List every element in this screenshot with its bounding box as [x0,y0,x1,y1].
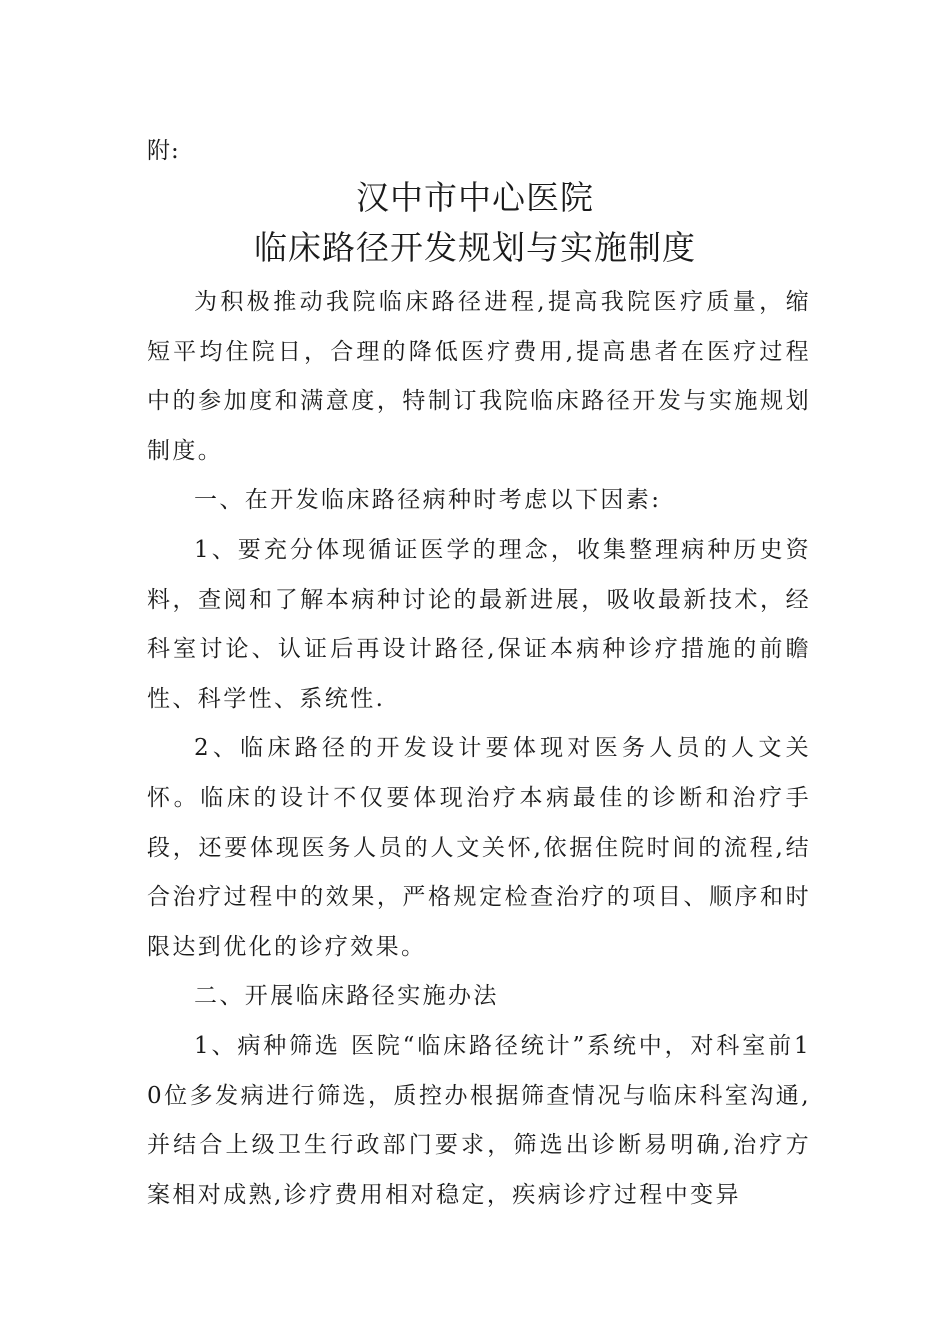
paragraph-item-1-2: 2、临床路径的开发设计要体现对医务人员的人文关怀。临床的设计不仅要体现治疗本病最佳的诊断和治疗手段，还要体现医务人员的人文关怀,依据住院时间的流程,结合治疗过程中的效果，严格规定检查治疗的项目、顺序和时限达到优化的诊疗效果。 [147,735,811,960]
document-title-policy: 临床路径开发规划与实施制度 [254,228,696,267]
document-title-hospital: 汉中市中心医院 [356,178,594,217]
document-body [147,278,811,1220]
section-heading-2: 二、开展临床路径实施办法 [194,983,499,1010]
paragraph-item-1-1: 1、要充分体现循证医学的理念，收集整理病种历史资料，查阅和了解本病种讨论的最新进展，吸收最新技术，经科室讨论、认证后再设计路径,保证本病种诊疗措施的前瞻性、科学性、系统性. [147,536,811,712]
section-heading-1: 一、在开发临床路径病种时考虑以下因素: [194,487,662,514]
paragraph-item-2-1: 1、病种筛选 医院“临床路径统计”系统中，对科室前10位多发病进行筛选，质控办根据筛查情况与临床科室沟通,并结合上级卫生行政部门要求，筛选出诊断易明确,治疗方案相对成熟,诊疗费用相对稳定，疾病诊疗过程中变异 [147,1032,811,1208]
paragraph-intro: 为积极推动我院临床路径进程,提高我院医疗质量，缩短平均住院日，合理的降低医疗费用,提高患者在医疗过程中的参加度和满意度，特制订我院临床路径开发与实施规划制度。 [147,289,811,464]
attachment-label: 附: [147,138,180,164]
